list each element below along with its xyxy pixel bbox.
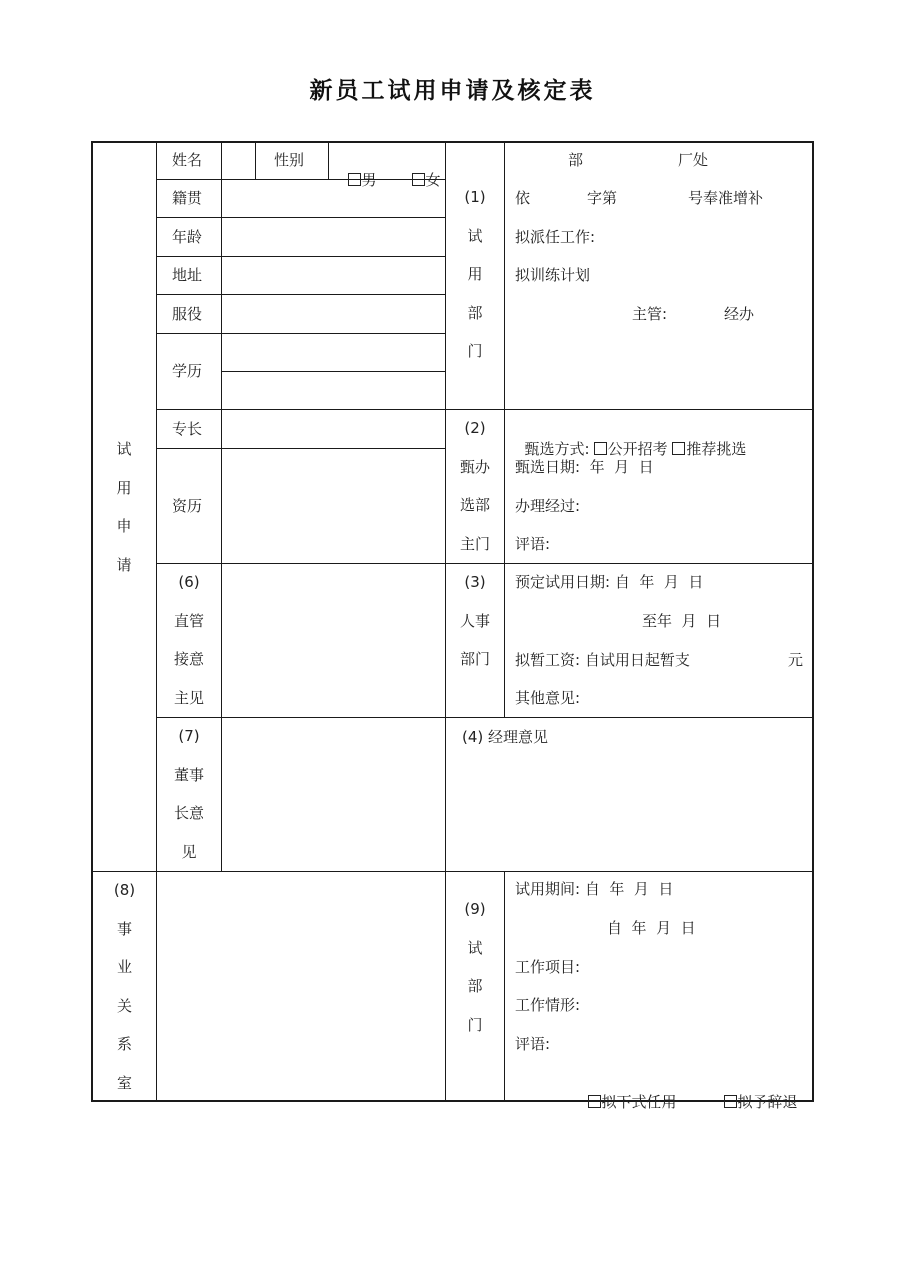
section1-permit-c: 号奉准增补 xyxy=(688,189,764,207)
checkbox-icon[interactable] xyxy=(348,173,361,186)
checkbox-icon[interactable] xyxy=(588,1095,601,1108)
section9-status: 工作情形: xyxy=(515,996,581,1014)
table-border-top xyxy=(91,141,814,143)
label-gender: 性别 xyxy=(274,151,305,169)
section9-period2: 自 年 月 日 xyxy=(607,919,696,937)
checkbox-male[interactable]: 男 xyxy=(338,150,377,190)
section2-process: 办理经过: xyxy=(515,497,581,515)
section1-supervisor: 主管: xyxy=(632,305,668,323)
page-title: 新员工试用申请及核定表 xyxy=(309,77,596,104)
grid-line xyxy=(156,217,446,218)
checkbox-hire[interactable]: 拟下式任用 xyxy=(578,1072,677,1112)
grid-line xyxy=(156,717,814,718)
checkbox-dismiss[interactable]: 拟予辞退 xyxy=(714,1072,798,1112)
section1-assign: 拟派任工作: xyxy=(515,228,596,246)
section9-comment: 评语: xyxy=(515,1035,551,1053)
section2-comment: 评语: xyxy=(515,535,551,553)
section9-items: 工作项目: xyxy=(515,958,581,976)
section3-period-to: 至年 月 日 xyxy=(642,612,722,630)
label-address: 地址 xyxy=(172,266,203,284)
section3-period: 预定试用日期: 自 年 月 日 xyxy=(515,573,704,591)
section1-permit-b: 字第 xyxy=(587,189,618,207)
section1-handler: 经办 xyxy=(724,305,755,323)
checkbox-icon[interactable] xyxy=(672,442,685,455)
label-age: 年龄 xyxy=(172,228,203,246)
label-military: 服役 xyxy=(172,305,203,323)
grid-line xyxy=(156,256,446,257)
section9-period: 试用期间: 自 年 月 日 xyxy=(515,880,674,898)
checkbox-icon[interactable] xyxy=(594,442,607,455)
label-specialty: 专长 xyxy=(172,420,203,438)
grid-line xyxy=(504,141,505,718)
grid-line xyxy=(156,448,446,449)
checkbox-female[interactable]: 女 xyxy=(402,150,441,190)
grid-line xyxy=(221,371,446,372)
grid-line xyxy=(255,141,256,180)
table-border-right xyxy=(812,141,814,1102)
section3-header: (3) 人事 部门 xyxy=(459,573,490,668)
grid-line xyxy=(156,333,446,334)
grid-line xyxy=(156,294,446,295)
checkbox-icon[interactable] xyxy=(412,173,425,186)
section2-header: (2) 甄办 选部 主门 xyxy=(459,419,490,553)
checkbox-icon[interactable] xyxy=(724,1095,737,1108)
table-border-bottom xyxy=(91,1100,814,1102)
section1-training: 拟训练计划 xyxy=(515,266,591,284)
grid-line xyxy=(221,141,222,872)
section-label-trial-application: 试 用 申 请 xyxy=(116,440,132,574)
grid-line xyxy=(91,871,814,872)
section1-header: (1) 试 用 部 门 xyxy=(464,188,486,360)
section8-label: (8) 事 业 关 系 室 xyxy=(113,881,136,1092)
label-education: 学历 xyxy=(172,362,203,380)
section2-method: 甄选方式: 公开招考 推荐挑选 xyxy=(524,440,747,458)
label-experience: 资历 xyxy=(172,497,203,515)
section3-yuan: 元 xyxy=(788,651,804,669)
section3-other: 其他意见: xyxy=(515,689,581,707)
section6-label: (6) 直管 接意 主见 xyxy=(173,573,204,707)
section7-label: (7) 董事 长意 见 xyxy=(173,727,204,861)
section9-header: (9) 试 部 门 xyxy=(464,900,486,1034)
section1-office: 厂处 xyxy=(678,151,709,169)
label-name: 姓名 xyxy=(172,151,203,169)
section2-date: 甄选日期: 年 月 日 xyxy=(515,458,654,476)
section3-salary: 拟暂工资: 自试用日起暂支 xyxy=(515,651,690,669)
section4-label: (4) 经理意见 xyxy=(462,728,549,746)
section1-dept: 部 xyxy=(568,151,584,169)
grid-line xyxy=(328,141,329,180)
label-native-place: 籍贯 xyxy=(172,189,203,207)
grid-line xyxy=(504,871,505,1102)
section1-permit-a: 依 xyxy=(515,189,531,207)
